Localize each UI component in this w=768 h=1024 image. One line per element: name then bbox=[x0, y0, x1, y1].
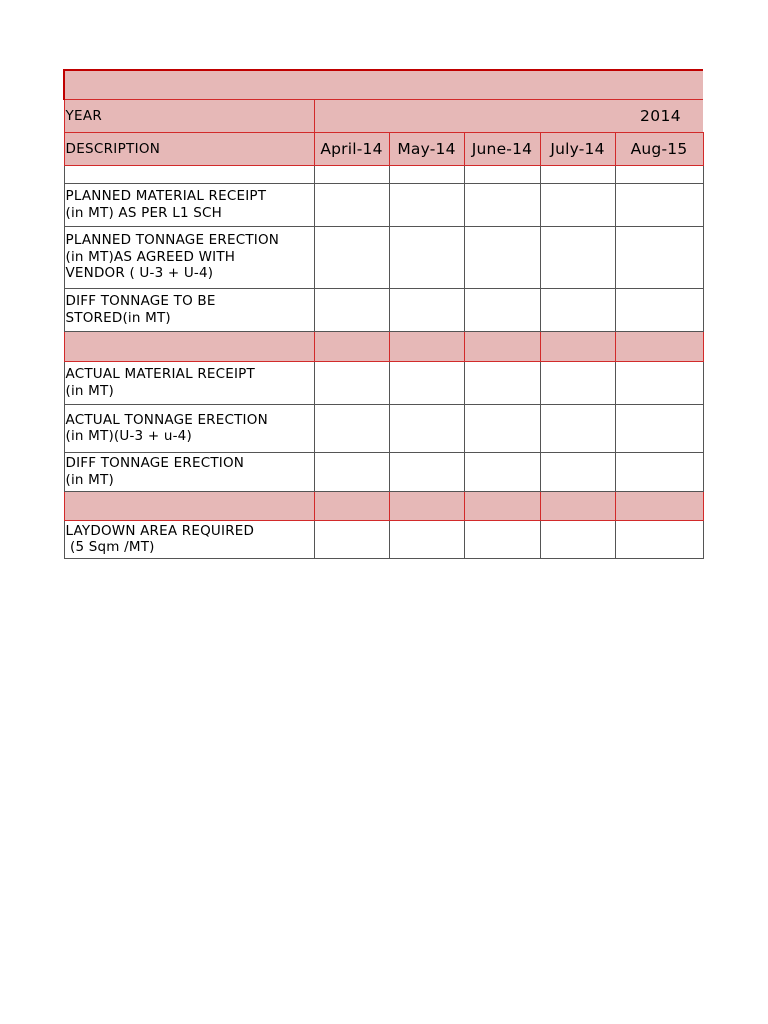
data-cell[interactable] bbox=[314, 165, 389, 183]
data-cell[interactable] bbox=[314, 361, 389, 404]
band-cell[interactable] bbox=[464, 331, 540, 361]
separator-band-row bbox=[64, 491, 703, 520]
band-cell[interactable] bbox=[464, 491, 540, 520]
row-label-line: DIFF TONNAGE ERECTION (in MT) bbox=[65, 455, 245, 488]
month-header-cell[interactable]: June-14 bbox=[464, 132, 540, 165]
row-label-cell[interactable] bbox=[64, 361, 314, 404]
data-cell[interactable] bbox=[389, 183, 464, 226]
data-cell[interactable] bbox=[464, 165, 540, 183]
band-cell[interactable] bbox=[64, 491, 314, 520]
title-row bbox=[64, 70, 703, 99]
data-cell[interactable] bbox=[540, 183, 615, 226]
data-cell[interactable] bbox=[615, 226, 703, 288]
data-cell[interactable] bbox=[314, 520, 389, 558]
description-label-cell[interactable]: DESCRIPTION bbox=[64, 132, 314, 165]
data-cell[interactable] bbox=[540, 404, 615, 452]
month-header-cell[interactable]: April-14 bbox=[314, 132, 389, 165]
description-header-row bbox=[64, 132, 703, 165]
year-label-cell[interactable]: YEAR bbox=[64, 99, 314, 132]
data-cell[interactable] bbox=[314, 226, 389, 288]
title-cell[interactable] bbox=[64, 70, 703, 99]
data-cell[interactable] bbox=[615, 183, 703, 226]
data-cell[interactable] bbox=[464, 361, 540, 404]
month-header-cell[interactable]: May-14 bbox=[389, 132, 464, 165]
row-label-cell[interactable] bbox=[64, 226, 314, 288]
data-cell[interactable] bbox=[615, 288, 703, 331]
separator-band-row bbox=[64, 331, 703, 361]
data-cell[interactable] bbox=[314, 288, 389, 331]
data-cell[interactable] bbox=[314, 404, 389, 452]
table-row bbox=[64, 361, 703, 404]
table-row bbox=[64, 165, 703, 183]
data-cell[interactable] bbox=[540, 226, 615, 288]
data-cell[interactable] bbox=[615, 361, 703, 404]
row-label-cell[interactable] bbox=[64, 165, 314, 183]
data-cell[interactable] bbox=[464, 226, 540, 288]
data-cell[interactable] bbox=[464, 183, 540, 226]
data-cell[interactable] bbox=[314, 183, 389, 226]
table-row bbox=[64, 452, 703, 491]
table-row bbox=[64, 404, 703, 452]
band-cell[interactable] bbox=[540, 331, 615, 361]
data-cell[interactable] bbox=[615, 520, 703, 558]
band-cell[interactable] bbox=[389, 331, 464, 361]
data-cell[interactable] bbox=[540, 520, 615, 558]
data-cell[interactable] bbox=[389, 288, 464, 331]
data-cell[interactable] bbox=[615, 452, 703, 491]
month-header-cell[interactable]: July-14 bbox=[540, 132, 615, 165]
month-header-cell[interactable]: Aug-15 bbox=[615, 132, 703, 165]
row-label-cell[interactable] bbox=[64, 183, 314, 226]
table-row bbox=[64, 183, 703, 226]
data-cell[interactable] bbox=[389, 452, 464, 491]
data-cell[interactable] bbox=[389, 226, 464, 288]
row-label-line: PLANNED TONNAGE ERECTION (in MT)AS AGREED WITH VENDOR ( U-3 + U-4) bbox=[65, 232, 280, 282]
data-cell[interactable] bbox=[464, 520, 540, 558]
band-cell[interactable] bbox=[314, 331, 389, 361]
row-label-line: ACTUAL MATERIAL RECEIPT (in MT) bbox=[65, 366, 255, 399]
data-cell[interactable] bbox=[389, 520, 464, 558]
row-label-line: DIFF TONNAGE TO BE STORED(in MT) bbox=[65, 293, 216, 326]
spreadsheet-table bbox=[63, 69, 704, 559]
data-cell[interactable] bbox=[389, 361, 464, 404]
year-value-cell[interactable]: 2014 bbox=[314, 99, 703, 132]
data-cell[interactable] bbox=[389, 165, 464, 183]
table-row bbox=[64, 520, 703, 558]
band-cell[interactable] bbox=[615, 491, 703, 520]
row-label-line: PLANNED MATERIAL RECEIPT (in MT) AS PER L1 SCH bbox=[65, 188, 267, 221]
row-label-cell[interactable] bbox=[64, 520, 314, 558]
data-cell[interactable] bbox=[540, 452, 615, 491]
band-cell[interactable] bbox=[389, 491, 464, 520]
table-row bbox=[64, 226, 703, 288]
data-cell[interactable] bbox=[464, 404, 540, 452]
band-cell[interactable] bbox=[64, 331, 314, 361]
row-label-cell[interactable] bbox=[64, 452, 314, 491]
row-label-cell[interactable] bbox=[64, 404, 314, 452]
data-cell[interactable] bbox=[464, 452, 540, 491]
year-row bbox=[64, 99, 703, 132]
data-cell[interactable] bbox=[540, 361, 615, 404]
table-row bbox=[64, 288, 703, 331]
data-cell[interactable] bbox=[464, 288, 540, 331]
row-label-cell[interactable] bbox=[64, 288, 314, 331]
data-cell[interactable] bbox=[540, 288, 615, 331]
data-cell[interactable] bbox=[615, 404, 703, 452]
band-cell[interactable] bbox=[615, 331, 703, 361]
band-cell[interactable] bbox=[314, 491, 389, 520]
data-cell[interactable] bbox=[314, 452, 389, 491]
data-cell[interactable] bbox=[540, 165, 615, 183]
band-cell[interactable] bbox=[540, 491, 615, 520]
data-cell[interactable] bbox=[389, 404, 464, 452]
row-label-line: LAYDOWN AREA REQUIRED (5 Sqm /MT) bbox=[65, 522, 255, 555]
row-label-line: ACTUAL TONNAGE ERECTION (in MT)(U-3 + u-4) bbox=[65, 411, 268, 444]
data-cell[interactable] bbox=[615, 165, 703, 183]
